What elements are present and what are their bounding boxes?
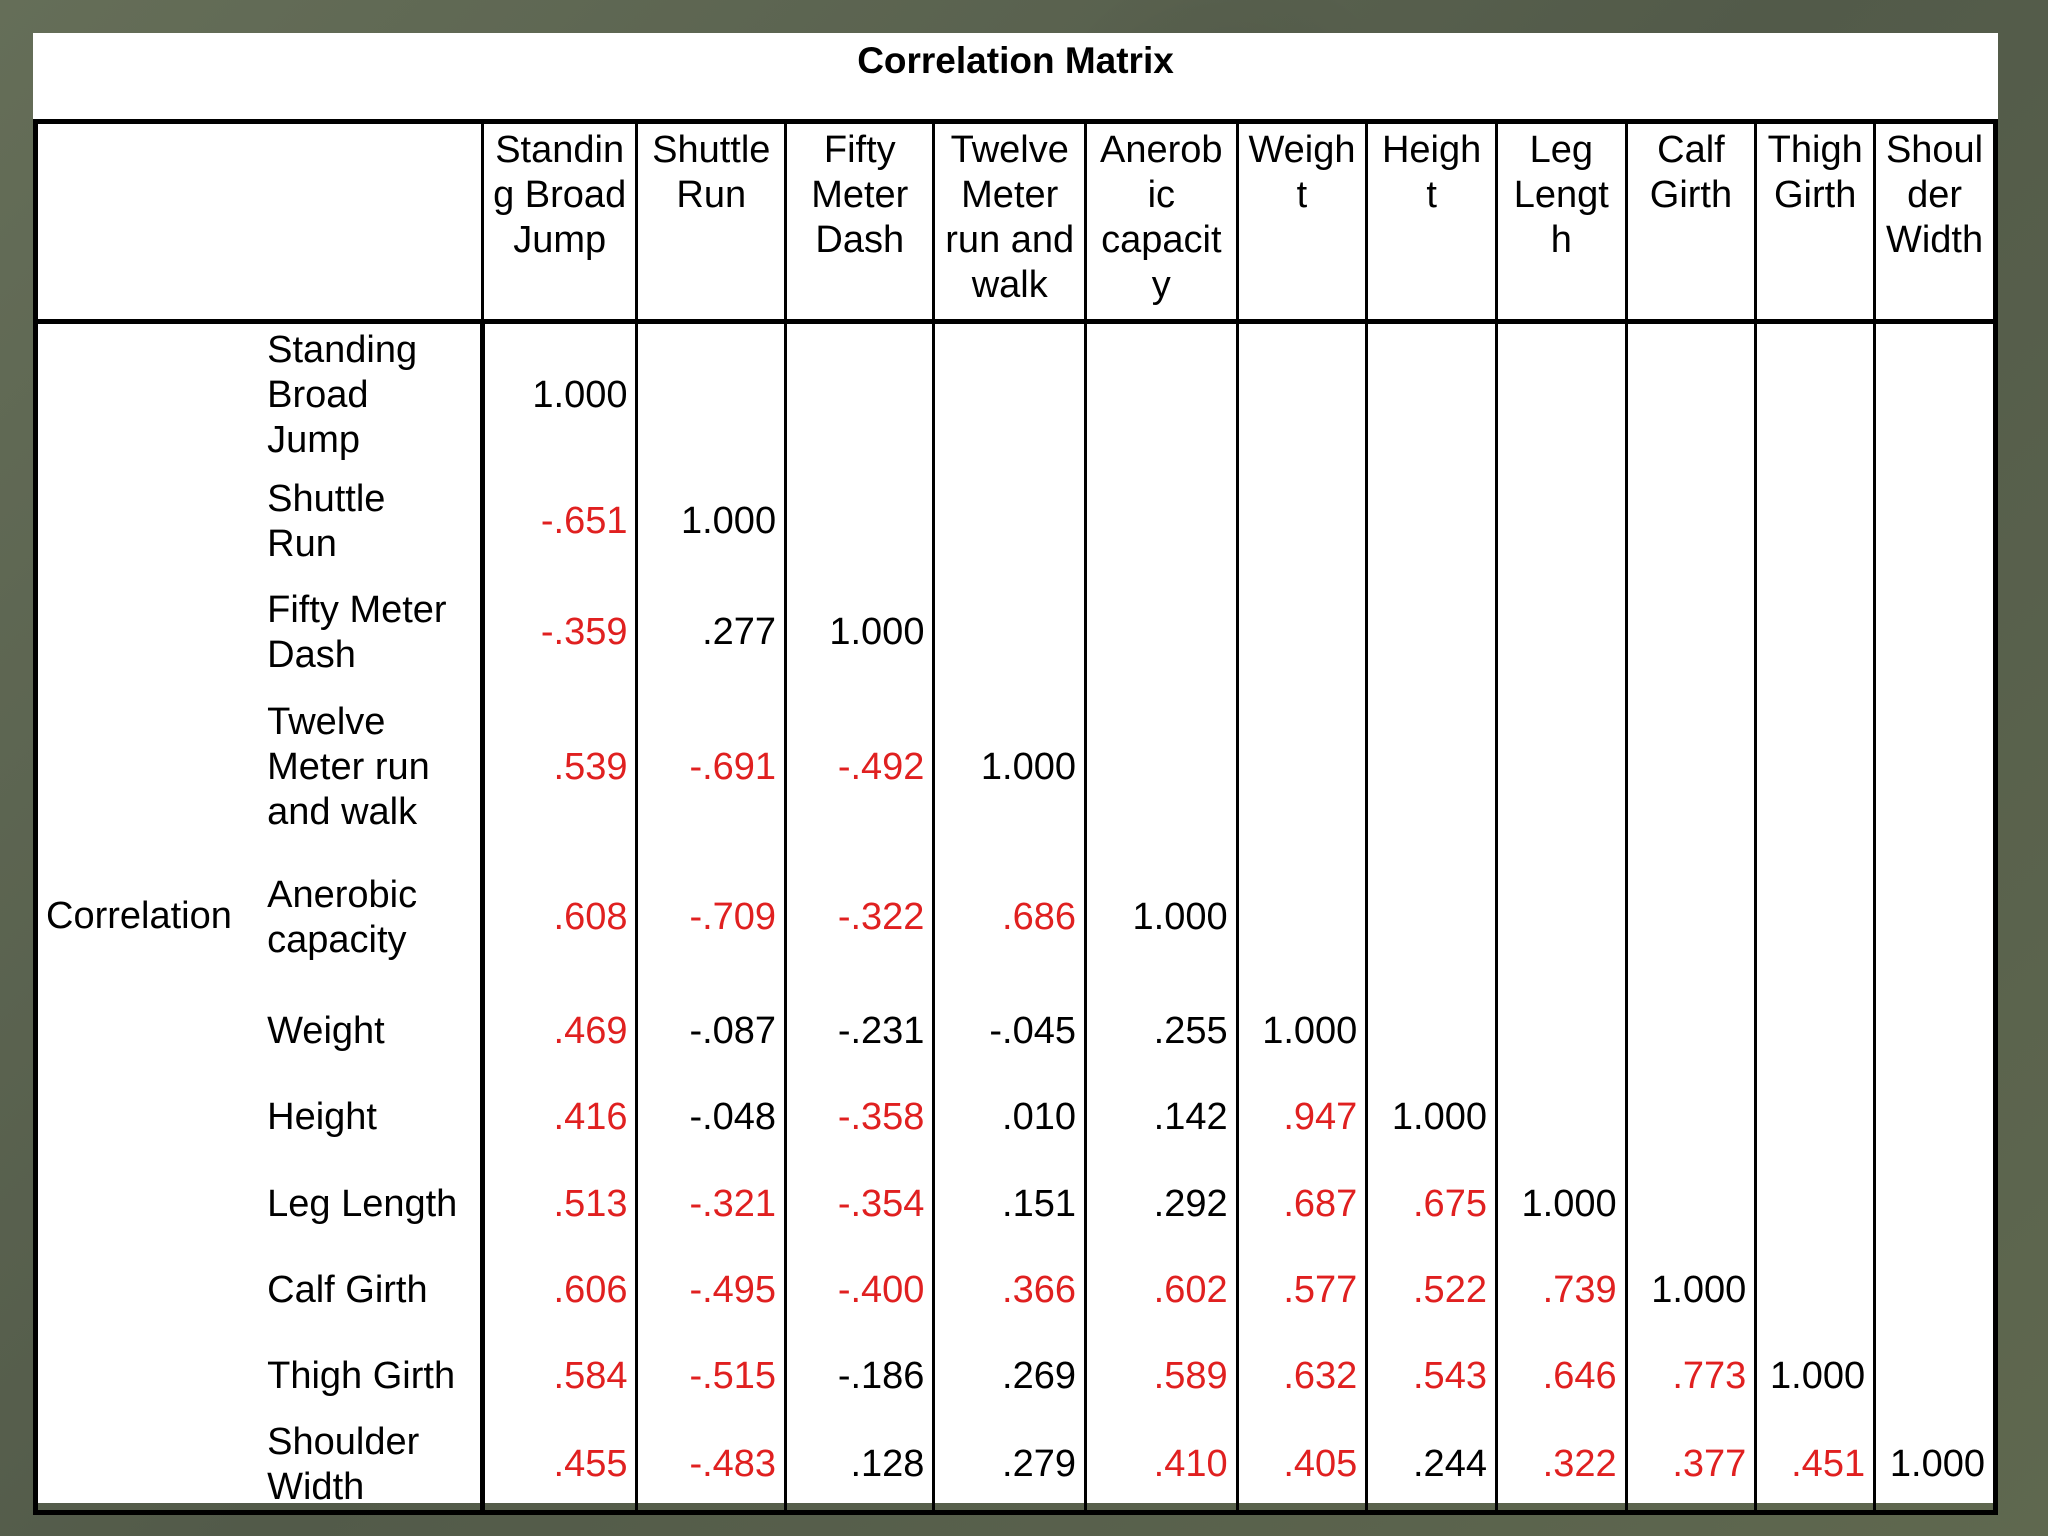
empty-cell [1086, 689, 1238, 847]
header-row [36, 122, 1996, 322]
correlation-value: -.400 [786, 1248, 934, 1334]
empty-cell [1875, 847, 1996, 989]
column-header [1086, 122, 1238, 322]
correlation-value: .366 [934, 1248, 1086, 1334]
row-label-line: capacity [267, 918, 407, 961]
table-row [36, 467, 1996, 577]
row-label [257, 847, 482, 989]
correlation-value: .686 [934, 847, 1086, 989]
empty-cell [1875, 467, 1996, 577]
group-label: Correlation [36, 322, 258, 1513]
empty-cell [1875, 322, 1996, 467]
table-row [36, 989, 1996, 1075]
column-header-line: g Broad [493, 174, 627, 216]
correlation-value: .255 [1086, 989, 1238, 1075]
empty-cell [1367, 689, 1497, 847]
correlation-value: .244 [1367, 1420, 1497, 1513]
column-header-line: Heigh [1381, 129, 1482, 171]
correlation-value: -.651 [482, 467, 637, 577]
row-label-line: Run [267, 522, 337, 565]
column-header [637, 122, 786, 322]
column-header [1626, 122, 1756, 322]
correlation-value: .947 [1237, 1075, 1367, 1161]
row-label-line: Dash [267, 633, 356, 676]
empty-cell [1756, 322, 1875, 467]
column-header [1367, 122, 1497, 322]
row-label-line: Jump [267, 418, 361, 461]
correlation-value: -.709 [637, 847, 786, 989]
empty-cell [1237, 847, 1367, 989]
column-header-line: Dash [815, 219, 905, 261]
empty-cell [934, 322, 1086, 467]
empty-cell [1237, 467, 1367, 577]
correlation-value: .451 [1756, 1420, 1875, 1513]
correlation-value: 1.000 [1496, 1161, 1626, 1248]
correlation-value: .577 [1237, 1248, 1367, 1334]
empty-cell [1875, 1248, 1996, 1334]
correlation-value: .773 [1626, 1334, 1756, 1420]
correlation-value: .584 [482, 1334, 637, 1420]
column-header [786, 122, 934, 322]
correlation-value: .739 [1496, 1248, 1626, 1334]
column-header-line: walk [971, 264, 1048, 306]
row-label-line: Height [267, 1096, 377, 1138]
row-label [257, 322, 482, 467]
row-label [257, 1248, 482, 1334]
correlation-value: 1.000 [786, 577, 934, 689]
correlation-value: -.048 [637, 1075, 786, 1161]
table-row [36, 689, 1996, 847]
correlation-value: .646 [1496, 1334, 1626, 1420]
column-header-line: Leg [1529, 129, 1593, 171]
empty-cell [1367, 989, 1497, 1075]
row-label-line: Thigh Girth [267, 1355, 456, 1397]
correlation-value: .606 [482, 1248, 637, 1334]
empty-cell [1756, 1075, 1875, 1161]
table-row [36, 322, 1996, 467]
row-label [257, 1334, 482, 1420]
column-header-line: Twelve [950, 129, 1069, 171]
empty-cell [1237, 577, 1367, 689]
row-label-line: Broad [267, 373, 369, 416]
empty-cell [1496, 847, 1626, 989]
column-header-line: Shuttle [652, 129, 771, 171]
correlation-value: .142 [1086, 1075, 1238, 1161]
correlation-value: .513 [482, 1161, 637, 1248]
correlation-value: 1.000 [1875, 1420, 1996, 1513]
empty-cell [1496, 689, 1626, 847]
row-label [257, 577, 482, 689]
column-header [1496, 122, 1626, 322]
empty-cell [1367, 467, 1497, 577]
column-header-line: Standin [495, 129, 625, 171]
column-header-line: Anerob [1100, 129, 1223, 171]
table-row [36, 1075, 1996, 1161]
correlation-value: .632 [1237, 1334, 1367, 1420]
correlation-value: .608 [482, 847, 637, 989]
correlation-value: 1.000 [1086, 847, 1238, 989]
correlation-value: .292 [1086, 1161, 1238, 1248]
row-label-line: Fifty Meter [267, 588, 447, 631]
correlation-value: .675 [1367, 1161, 1497, 1248]
column-header [1875, 122, 1996, 322]
correlation-value: .589 [1086, 1334, 1238, 1420]
column-header-line: Meter [961, 174, 1059, 216]
empty-cell [1367, 322, 1497, 467]
row-label-line: Shoulder [267, 1420, 420, 1463]
column-header-line: Width [1885, 219, 1984, 261]
column-header-line: Fifty [823, 129, 896, 171]
empty-cell [786, 322, 934, 467]
row-label [257, 1420, 482, 1513]
empty-cell [1367, 577, 1497, 689]
correlation-value: -.186 [786, 1334, 934, 1420]
matrix-body [36, 322, 1996, 1513]
empty-cell [1626, 1161, 1756, 1248]
column-header-line: t [1296, 174, 1308, 216]
correlation-value: -.492 [786, 689, 934, 847]
column-header-line: Lengt [1513, 174, 1609, 216]
empty-cell [1626, 989, 1756, 1075]
correlation-value: -.231 [786, 989, 934, 1075]
empty-cell [1496, 322, 1626, 467]
empty-cell [1626, 577, 1756, 689]
empty-cell [786, 467, 934, 577]
column-header-line: Jump [513, 219, 607, 261]
empty-cell [637, 322, 786, 467]
column-header-line: Girth [1649, 174, 1733, 216]
empty-cell [934, 467, 1086, 577]
row-label-line: Calf Girth [267, 1269, 428, 1311]
correlation-value: 1.000 [1626, 1248, 1756, 1334]
corner-cell [36, 122, 483, 322]
correlation-value: 1.000 [1367, 1075, 1497, 1161]
empty-cell [1756, 847, 1875, 989]
column-header-line: Calf [1657, 129, 1725, 171]
empty-cell [1086, 577, 1238, 689]
empty-cell [1496, 577, 1626, 689]
empty-cell [1496, 467, 1626, 577]
correlation-value: 1.000 [482, 322, 637, 467]
empty-cell [1626, 1075, 1756, 1161]
correlation-value: .279 [934, 1420, 1086, 1513]
empty-cell [1875, 1161, 1996, 1248]
row-label [257, 1075, 482, 1161]
table-row [36, 847, 1996, 989]
table-title: Correlation Matrix [857, 40, 1174, 81]
column-header [1756, 122, 1875, 322]
correlation-value: .410 [1086, 1420, 1238, 1513]
correlation-value: -.045 [934, 989, 1086, 1075]
correlation-value: -.321 [637, 1161, 786, 1248]
column-header-line: t [1426, 174, 1437, 216]
column-header-line: Weigh [1248, 129, 1356, 171]
empty-cell [1626, 847, 1756, 989]
empty-cell [1367, 847, 1497, 989]
table-row [36, 1420, 1996, 1513]
empty-cell [1756, 577, 1875, 689]
correlation-value: .405 [1237, 1420, 1367, 1513]
empty-cell [1756, 1248, 1875, 1334]
column-header [1237, 122, 1367, 322]
empty-cell [1875, 1334, 1996, 1420]
empty-cell [934, 577, 1086, 689]
correlation-value: .602 [1086, 1248, 1238, 1334]
column-header-line: der [1907, 174, 1962, 216]
row-label [257, 1161, 482, 1248]
correlation-value: .687 [1237, 1161, 1367, 1248]
table-row [36, 1161, 1996, 1248]
empty-cell [1756, 689, 1875, 847]
correlation-value: .151 [934, 1161, 1086, 1248]
column-header-line: y [1151, 264, 1171, 306]
correlation-value: .269 [934, 1334, 1086, 1420]
correlation-value: -.495 [637, 1248, 786, 1334]
row-label-line: Meter run [267, 746, 430, 788]
empty-cell [1756, 1161, 1875, 1248]
row-label-line: Standing [267, 328, 418, 371]
empty-cell [1496, 989, 1626, 1075]
correlation-value: .469 [482, 989, 637, 1075]
correlation-value: .416 [482, 1075, 637, 1161]
correlation-value: .277 [637, 577, 786, 689]
column-header-line: run and [945, 219, 1075, 261]
correlation-matrix-table [33, 119, 1998, 1515]
column-header-line: capacit [1101, 219, 1222, 261]
empty-cell [1875, 989, 1996, 1075]
row-label [257, 467, 482, 577]
correlation-value: -.358 [786, 1075, 934, 1161]
correlation-value: .377 [1626, 1420, 1756, 1513]
correlation-value: -.087 [637, 989, 786, 1075]
correlation-value: .543 [1367, 1334, 1497, 1420]
empty-cell [1237, 689, 1367, 847]
correlation-value: .455 [482, 1420, 637, 1513]
column-header [482, 122, 637, 322]
row-label-line: Shuttle [267, 477, 386, 520]
empty-cell [1626, 467, 1756, 577]
correlation-value: .322 [1496, 1420, 1626, 1513]
correlation-value: -.515 [637, 1334, 786, 1420]
correlation-value: 1.000 [637, 467, 786, 577]
correlation-value: .539 [482, 689, 637, 847]
correlation-value: -.359 [482, 577, 637, 689]
column-header-line: Thigh [1767, 129, 1863, 171]
row-label-line: Leg Length [267, 1182, 458, 1225]
empty-cell [1496, 1075, 1626, 1161]
correlation-value: -.322 [786, 847, 934, 989]
column-header-line: ic [1147, 174, 1176, 216]
empty-cell [1875, 1075, 1996, 1161]
correlation-value: -.691 [637, 689, 786, 847]
table-row [36, 1334, 1996, 1420]
correlation-value: -.483 [637, 1420, 786, 1513]
column-header [934, 122, 1086, 322]
empty-cell [1626, 322, 1756, 467]
row-label [257, 689, 482, 847]
empty-cell [1237, 322, 1367, 467]
table-row [36, 577, 1996, 689]
empty-cell [1875, 689, 1996, 847]
table-row [36, 1248, 1996, 1334]
correlation-value: .128 [786, 1420, 934, 1513]
row-label-line: and walk [267, 791, 418, 833]
empty-cell [1086, 322, 1238, 467]
column-header-line: Meter [811, 174, 909, 216]
column-header-line: Shoul [1885, 129, 1984, 171]
row-label-line: Anerobic [267, 873, 418, 916]
correlation-value: .522 [1367, 1248, 1497, 1334]
correlation-value: 1.000 [1237, 989, 1367, 1075]
empty-cell [1626, 689, 1756, 847]
correlation-value: 1.000 [934, 689, 1086, 847]
column-header-line: Girth [1774, 174, 1857, 216]
slide-sheet [33, 33, 1998, 1508]
row-label-line: Width [267, 1465, 365, 1508]
correlation-value: .010 [934, 1075, 1086, 1161]
empty-cell [1756, 989, 1875, 1075]
column-header-line: Run [676, 174, 747, 216]
empty-cell [1086, 467, 1238, 577]
row-label [257, 989, 482, 1075]
column-header-line: h [1550, 219, 1572, 261]
empty-cell [1875, 577, 1996, 689]
empty-cell [1756, 467, 1875, 577]
correlation-value: -.354 [786, 1161, 934, 1248]
correlation-value: 1.000 [1756, 1334, 1875, 1420]
row-label-line: Weight [267, 1010, 385, 1052]
row-label-line: Twelve [267, 701, 386, 743]
